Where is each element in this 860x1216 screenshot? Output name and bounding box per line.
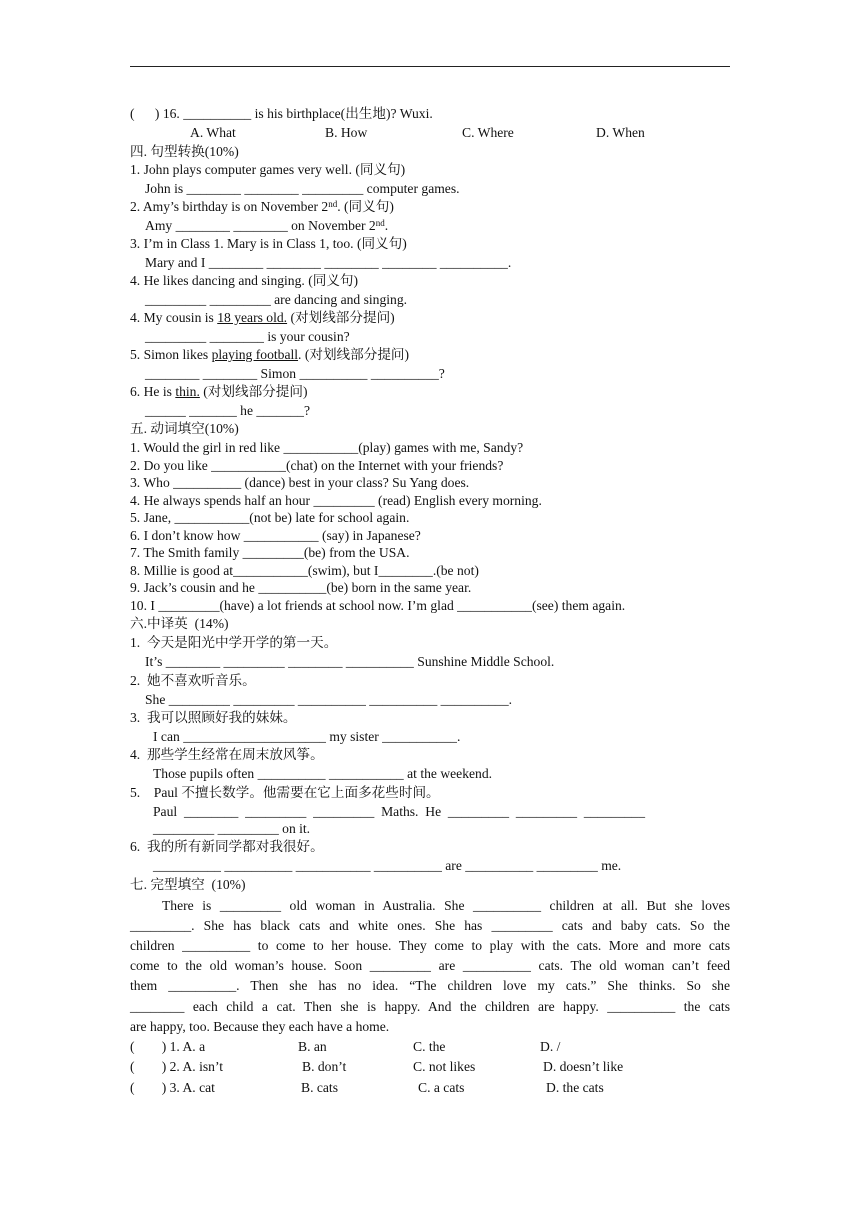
answer-blank-line: ______ _______ he _______? <box>145 403 310 418</box>
answer-blank-line: _________ _________ are dancing and singing. <box>145 292 408 307</box>
exercise-line: 1. John plays computer games very well. (同义句) <box>130 162 406 177</box>
cloze-q3-option-b: B. cats <box>301 1080 338 1095</box>
exercise-line: 4. My cousin is 18 years old. (对划线部分提问) <box>130 310 395 325</box>
cloze-passage-line: children __________ to come to her house. They come to play with the cats. More and more cats <box>130 938 730 953</box>
chinese-prompt: 2. 她不喜欢听音乐。 <box>130 673 256 688</box>
q16-option-a: A. What <box>190 125 236 140</box>
q16-option-d: D. When <box>596 125 645 140</box>
exercise-line: 4. He always spends half an hour _________ (read) English every morning. <box>130 493 542 508</box>
question-16: ( ) 16. __________ is his birthplace(出生地)? Wuxi. <box>130 106 433 121</box>
answer-blank-line: She _________ _________ __________ __________ __________. <box>145 692 513 707</box>
chinese-prompt: 3. 我可以照顾好我的妹妹。 <box>130 710 297 725</box>
answer-blank-line: Paul ________ _________ _________ Maths. He _________ _________ _________ <box>153 804 646 819</box>
cloze-passage-line: There is _________ old woman in Australia. She __________ children at all. But she loves <box>162 898 730 913</box>
exercise-line: 1. Would the girl in red like ___________(play) games with me, Sandy? <box>130 440 524 455</box>
cloze-q1-option-c: C. the <box>413 1039 446 1054</box>
q16-option-b: B. How <box>325 125 368 140</box>
answer-blank-line: Those pupils often __________ ___________ at the weekend. <box>153 766 493 781</box>
cloze-q1-option-d: D. / <box>540 1039 561 1054</box>
exercise-line: 8. Millie is good at___________(swim), but I________.(be not) <box>130 563 479 578</box>
underlined-phrase: thin. <box>175 384 200 399</box>
answer-blank-line: I can _____________________ my sister ___________. <box>153 729 461 744</box>
cloze-q1-option-b: B. an <box>298 1039 327 1054</box>
cloze-q2-option-c: C. not likes <box>413 1059 476 1074</box>
chinese-prompt: 5. Paul 不擅长数学。他需要在它上面多花些时间。 <box>130 785 440 800</box>
answer-blank-line: _________ ________ is your cousin? <box>145 329 350 344</box>
answer-blank-line: _________ _________ on it. <box>153 821 311 836</box>
cloze-q3: ( ) 3. A. cat <box>130 1080 215 1095</box>
answer-blank-line: Mary and I ________ ________ ________ ________ __________. <box>145 255 512 270</box>
cloze-q3-option-d: D. the cats <box>546 1080 604 1095</box>
exercise-line: 5. Simon likes playing football. (对划线部分提问) <box>130 347 410 362</box>
cloze-passage-line: them __________. Then she has no idea. “The children love my cats.” She thinks. So she <box>130 978 730 993</box>
exercise-line: 3. I’m in Class 1. Mary is in Class 1, too. (同义句) <box>130 236 407 251</box>
cloze-q2-option-d: D. doesn’t like <box>543 1059 624 1074</box>
answer-blank-line: ________ ________ Simon __________ __________? <box>145 366 445 381</box>
exercise-line: 3. Who __________ (dance) best in your class? Su Yang does. <box>130 475 470 490</box>
answer-blank-line: __________ __________ ___________ __________ are __________ _________ me. <box>153 858 622 873</box>
chinese-prompt: 6. 我的所有新同学都对我很好。 <box>130 839 324 854</box>
header-rule <box>130 66 730 67</box>
cloze-q2: ( ) 2. A. isn’t <box>130 1059 224 1074</box>
section-heading-7: 七. 完型填空 (10%) <box>130 877 246 892</box>
q16-option-c: C. Where <box>462 125 514 140</box>
section-heading-6: 六.中译英 (14%) <box>130 616 229 631</box>
cloze-passage-line: _________. She has black cats and white ones. She has _________ cats and baby cats. So the <box>130 918 730 933</box>
chinese-prompt: 1. 今天是阳光中学开学的第一天。 <box>130 635 338 650</box>
exercise-line: 9. Jack’s cousin and he __________(be) born in the same year. <box>130 580 472 595</box>
section-heading-5: 五. 动词填空(10%) <box>130 421 239 436</box>
exercise-line: 7. The Smith family _________(be) from the USA. <box>130 545 410 560</box>
cloze-passage-line: ________ each child a cat. Then she is happy. And the children are happy. __________ the cats <box>130 999 730 1014</box>
cloze-passage-line: come to the old woman’s house. Soon _________ are __________ cats. The old woman can’t feed <box>130 958 730 973</box>
chinese-prompt: 4. 那些学生经常在周末放风筝。 <box>130 747 324 762</box>
cloze-q2-option-b: B. don’t <box>302 1059 347 1074</box>
exercise-line: 4. He likes dancing and singing. (同义句) <box>130 273 359 288</box>
underlined-phrase: 18 years old. <box>217 310 288 325</box>
exercise-line: 6. I don’t know how ___________ (say) in Japanese? <box>130 528 421 543</box>
answer-blank-line: Amy ________ ________ on November 2nd. <box>145 218 389 233</box>
exercise-line: 10. I _________(have) a lot friends at school now. I’m glad ___________(see) them again. <box>130 598 626 613</box>
exercise-line: 6. He is thin. (对划线部分提问) <box>130 384 308 399</box>
cloze-q3-option-c: C. a cats <box>418 1080 465 1095</box>
exercise-line: 5. Jane, ___________(not be) late for school again. <box>130 510 410 525</box>
exercise-line: 2. Do you like ___________(chat) on the Internet with your friends? <box>130 458 504 473</box>
section-heading-4: 四. 句型转换(10%) <box>130 144 239 159</box>
answer-blank-line: It’s ________ _________ ________ __________ Sunshine Middle School. <box>145 654 555 669</box>
underlined-phrase: playing football <box>211 347 299 362</box>
cloze-passage-line: are happy, too. Because they each have a home. <box>130 1019 390 1034</box>
cloze-q1: ( ) 1. A. a <box>130 1039 206 1054</box>
exercise-line: 2. Amy’s birthday is on November 2nd. (同义句) <box>130 199 394 214</box>
answer-blank-line: John is ________ ________ _________ computer games. <box>145 181 460 196</box>
